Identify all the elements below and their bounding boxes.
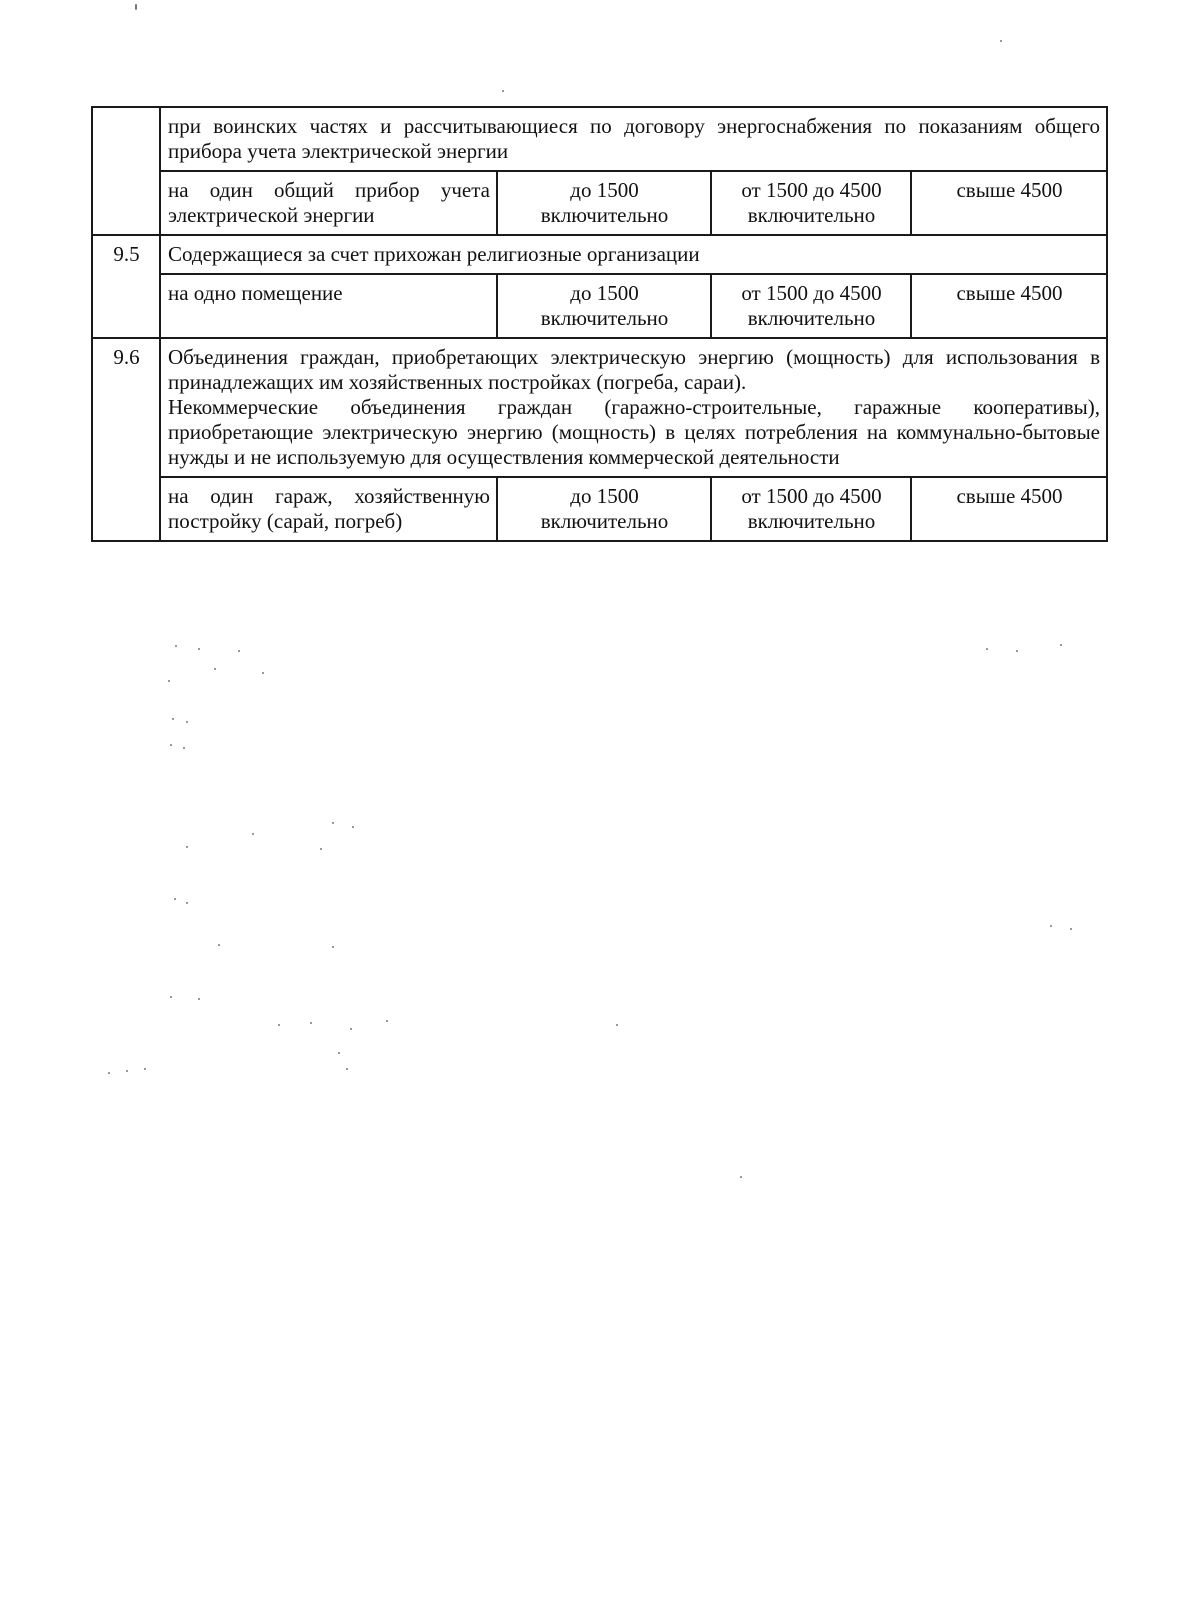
scan-speck <box>126 1070 128 1072</box>
range-qualifier: включительно <box>747 509 876 533</box>
table-row <box>92 477 1107 541</box>
range-value: до 1500 <box>570 484 639 508</box>
description-paragraph: Некоммерческие объединения граждан (гаражно-строительные, гаражные кооперативы), приобретающие электрическую энергию (мощность) в целях потребления на коммунально-бытовые нужды и не используемую для осуществления коммерческой деятельности <box>168 395 1101 469</box>
range-cell-2 <box>711 477 911 541</box>
scan-speck <box>174 898 176 900</box>
scan-speck <box>320 848 322 850</box>
row-description <box>160 338 1107 477</box>
range-value: от 1500 до 4500 <box>741 178 882 202</box>
scan-speck <box>198 998 200 1000</box>
scan-speck <box>186 721 188 723</box>
scan-speck <box>310 1022 312 1024</box>
range-cell-3: свыше 4500 <box>911 477 1107 541</box>
unit-cell: на один гараж, хозяйственную постройку (сарай, погреб) <box>160 477 497 541</box>
scan-speck <box>338 1052 340 1054</box>
scan-speck <box>350 1028 352 1030</box>
scan-speck <box>238 650 240 652</box>
table-row <box>92 171 1107 235</box>
scan-speck <box>278 1024 280 1026</box>
scan-speck <box>1000 40 1002 42</box>
row-number-cell: 9.6 <box>92 338 160 541</box>
scan-speck <box>183 747 185 749</box>
table-row <box>92 235 1107 274</box>
range-qualifier: включительно <box>540 306 669 330</box>
scan-speck <box>186 902 188 904</box>
range-value: до 1500 <box>570 178 639 202</box>
range-cell-2 <box>711 274 911 338</box>
scan-speck <box>616 1024 618 1026</box>
scan-speck <box>1060 644 1062 646</box>
range-value: до 1500 <box>570 281 639 305</box>
scan-speck <box>502 90 504 92</box>
range-value: от 1500 до 4500 <box>741 484 882 508</box>
range-value: от 1500 до 4500 <box>741 281 882 305</box>
range-qualifier: включительно <box>540 203 669 227</box>
range-cell-1 <box>497 171 711 235</box>
scan-speck <box>252 833 254 835</box>
range-cell-1 <box>497 477 711 541</box>
row-number-cell <box>92 107 160 235</box>
scan-speck <box>986 648 988 650</box>
scan-speck <box>168 680 170 682</box>
range-qualifier: включительно <box>747 203 876 227</box>
range-cell-1 <box>497 274 711 338</box>
scan-speck <box>1050 925 1052 927</box>
scan-speck <box>214 668 216 670</box>
unit-cell: на одно помещение <box>160 274 497 338</box>
table-row <box>92 338 1107 477</box>
unit-cell: на один общий прибор учета электрической энергии <box>160 171 497 235</box>
scan-speck <box>170 996 172 998</box>
scan-speck <box>332 822 334 824</box>
scan-speck <box>144 1068 146 1070</box>
scan-speck <box>108 1072 110 1074</box>
range-cell-2 <box>711 171 911 235</box>
scan-speck <box>740 1176 742 1178</box>
scan-speck <box>175 645 177 647</box>
range-qualifier: включительно <box>747 306 876 330</box>
scan-speck <box>172 718 174 720</box>
table-row <box>92 107 1107 171</box>
scan-speck <box>352 826 354 828</box>
range-qualifier: включительно <box>540 509 669 533</box>
scan-speck <box>1070 928 1072 930</box>
scan-speck <box>1016 650 1018 652</box>
description-paragraph: Объединения граждан, приобретающих электрическую энергию (мощность) для использования в принадлежащих им хозяйственных постройках (погреба, сараи). <box>168 345 1101 394</box>
scan-speck <box>170 744 172 746</box>
row-number-cell: 9.5 <box>92 235 160 338</box>
tariff-table <box>91 106 1108 542</box>
table-row <box>92 274 1107 338</box>
range-cell-3: свыше 4500 <box>911 171 1107 235</box>
scan-speck <box>198 648 200 650</box>
scan-speck <box>218 944 220 946</box>
range-cell-3: свыше 4500 <box>911 274 1107 338</box>
row-description: при воинских частях и рассчитывающиеся по договору энергоснабжения по показаниям общего прибора учета электрической энергии <box>160 107 1107 171</box>
scan-speck <box>262 672 264 674</box>
scan-speck <box>135 4 137 10</box>
scan-speck <box>332 946 334 948</box>
scan-speck <box>186 846 188 848</box>
scan-speck <box>346 1068 348 1070</box>
scan-speck <box>386 1020 388 1022</box>
row-description: Содержащиеся за счет прихожан религиозные организации <box>160 235 1107 274</box>
